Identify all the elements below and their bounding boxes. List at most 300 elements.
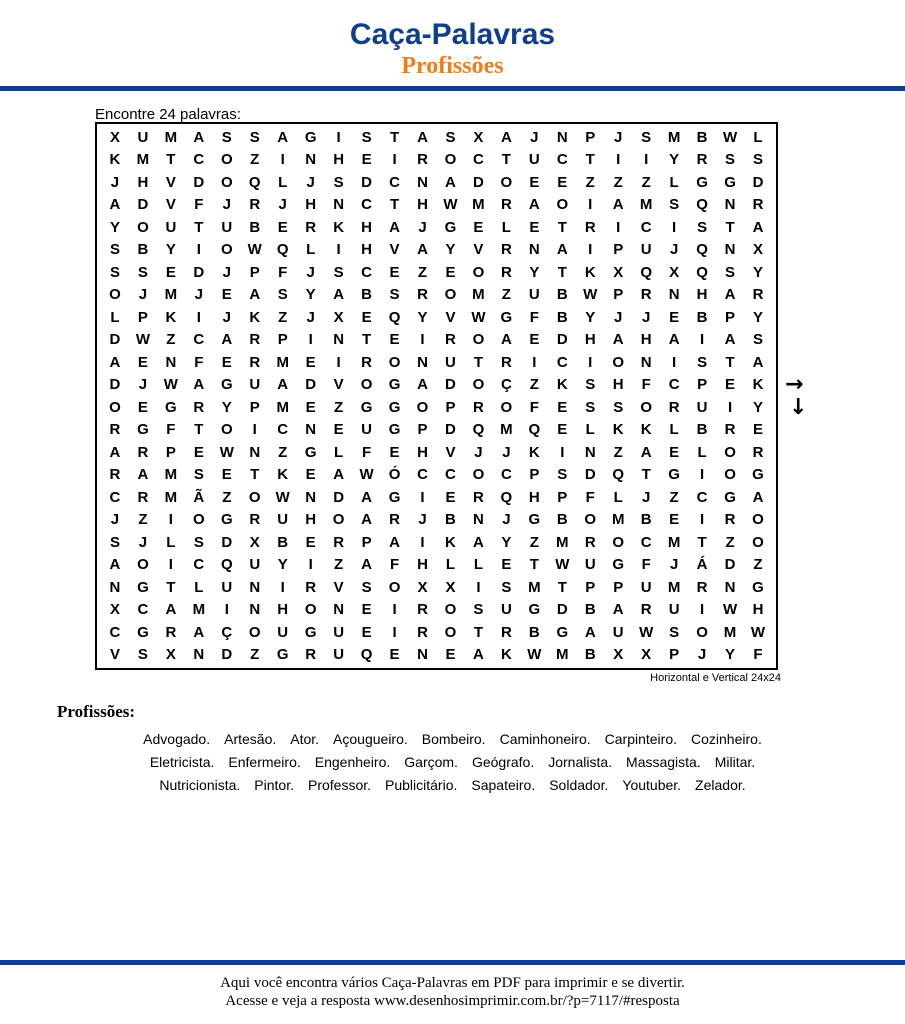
grid-letter: G	[388, 421, 401, 439]
grid-letter: T	[585, 151, 595, 169]
grid-letter: E	[501, 556, 512, 574]
grid-letter: I	[196, 308, 201, 326]
grid-letter: A	[417, 128, 428, 146]
grid-letter: N	[109, 578, 121, 596]
grid-letter: R	[584, 533, 596, 551]
grid-letter: D	[305, 376, 317, 394]
grid-letter: U	[445, 353, 456, 371]
grid-letter: C	[137, 601, 149, 619]
grid-letter: D	[137, 196, 149, 214]
grid-letter: E	[221, 466, 232, 484]
grid-letter: H	[696, 286, 708, 304]
grid-letter: O	[640, 398, 653, 416]
grid-letter: X	[613, 263, 624, 281]
grid-letter: G	[276, 646, 289, 664]
grid-letter: R	[696, 578, 708, 596]
grid-letter: I	[672, 353, 677, 371]
grid-letter: B	[361, 286, 373, 304]
grid-letter: A	[752, 488, 764, 506]
grid-letter: N	[333, 601, 345, 619]
grid-letter: O	[416, 398, 429, 416]
grid-letter: Z	[613, 443, 623, 461]
grid-letter: Y	[109, 218, 120, 236]
grid-letter: Q	[696, 196, 708, 214]
grid-letter: M	[472, 286, 485, 304]
grid-letter: B	[584, 646, 596, 664]
grid-letter: J	[138, 286, 148, 304]
grid-letter: E	[361, 151, 372, 169]
grid-letter: K	[277, 466, 289, 484]
grid-letter: F	[753, 646, 763, 664]
grid-letter: K	[528, 443, 540, 461]
grid-letter: W	[722, 128, 738, 146]
grid-letter: I	[392, 151, 397, 169]
page-title: Caça-Palavras	[349, 18, 556, 51]
grid-letter: J	[614, 308, 623, 326]
grid-letter: L	[753, 128, 763, 146]
grid-letter: W	[471, 308, 486, 326]
grid-letter: N	[640, 353, 652, 371]
grid-letter: T	[501, 151, 511, 169]
word-list-item: Caminhoneiro.	[499, 731, 591, 747]
grid-letter: N	[724, 241, 736, 259]
grid-letter: O	[388, 578, 401, 596]
word-list-item: Ator.	[290, 731, 320, 747]
grid-letter: O	[304, 601, 317, 619]
grid-letter: E	[361, 308, 372, 326]
grid-letter: R	[417, 601, 428, 619]
grid-letter: G	[444, 218, 457, 236]
grid-letter: X	[165, 646, 176, 664]
grid-letter: W	[555, 556, 570, 574]
grid-letter: A	[361, 511, 373, 529]
grid-letter: M	[164, 128, 178, 146]
grid-letter: V	[473, 241, 484, 259]
grid-letter: R	[249, 511, 261, 529]
grid-letter: G	[360, 398, 373, 416]
grid-letter: J	[642, 488, 651, 506]
grid-letter: O	[472, 331, 485, 349]
grid-letter: O	[220, 421, 233, 439]
grid-letter: S	[557, 466, 568, 484]
grid-letter: R	[500, 196, 512, 214]
grid-letter: R	[724, 511, 736, 529]
grid-letter: N	[305, 421, 317, 439]
grid-letter: W	[443, 196, 458, 214]
grid-letter: Ç	[500, 376, 512, 394]
grid-letter: I	[476, 578, 481, 596]
grid-letter: C	[473, 151, 484, 169]
grid-letter: E	[389, 263, 400, 281]
grid-letter: Z	[501, 286, 511, 304]
grid-letter: R	[305, 646, 317, 664]
grid-letter: M	[164, 286, 178, 304]
grid-letter: K	[640, 421, 652, 439]
grid-letter: S	[109, 263, 120, 281]
grid-letter: I	[700, 466, 705, 484]
grid-letter: H	[333, 151, 345, 169]
grid-letter: B	[696, 421, 708, 439]
grid-letter: B	[584, 601, 596, 619]
grid-letter: J	[138, 376, 148, 394]
grid-letter: W	[750, 623, 766, 641]
grid-letter: I	[252, 421, 257, 439]
word-list-item: Bombeiro.	[421, 731, 486, 747]
grid-letter: S	[333, 263, 344, 281]
grid-letter: N	[417, 353, 428, 371]
word-list-item: Açougueiro.	[333, 731, 408, 747]
grid-letter: J	[474, 443, 483, 461]
grid-letter: B	[528, 623, 540, 641]
grid-letter: M	[667, 578, 681, 596]
grid-letter: G	[304, 443, 317, 461]
grid-letter: A	[500, 331, 512, 349]
grid-letter: Q	[640, 263, 653, 281]
grid-letter: I	[700, 331, 705, 349]
grid-letter: D	[473, 173, 484, 191]
grid-letter: A	[612, 331, 624, 349]
grid-letter: W	[639, 623, 654, 641]
grid-letter: E	[669, 511, 680, 529]
grid-letter: J	[222, 308, 231, 326]
grid-letter: B	[556, 286, 568, 304]
grid-letter: H	[417, 556, 428, 574]
grid-letter: I	[588, 196, 593, 214]
grid-letter: R	[417, 286, 428, 304]
grid-letter: A	[752, 353, 764, 371]
grid-letter: R	[724, 421, 736, 439]
grid-letter: R	[417, 623, 428, 641]
grid-letter: G	[500, 308, 513, 326]
grid-letter: X	[249, 533, 260, 551]
grid-letter: L	[110, 308, 120, 326]
grid-letter: H	[137, 173, 149, 191]
grid-letter: U	[528, 151, 540, 169]
grid-letter: E	[389, 331, 400, 349]
grid-letter: I	[280, 578, 285, 596]
grid-letter: S	[753, 331, 764, 349]
grid-letter: E	[725, 376, 736, 394]
grid-letter: I	[420, 533, 425, 551]
grid-letter: X	[445, 578, 456, 596]
grid-letter: P	[697, 376, 708, 394]
grid-letter: O	[556, 196, 569, 214]
grid-letter: A	[221, 331, 233, 349]
grid-letter: L	[278, 173, 288, 191]
grid-letter: B	[696, 308, 708, 326]
grid-letter: N	[556, 128, 568, 146]
grid-letter: V	[333, 578, 344, 596]
grid-letter: Q	[388, 308, 401, 326]
grid-letter: I	[588, 353, 593, 371]
grid-letter: D	[221, 646, 233, 664]
grid-letter: J	[697, 646, 707, 664]
word-list-item: Militar.	[714, 754, 756, 770]
grid-letter: V	[165, 196, 176, 214]
grid-letter: G	[668, 466, 680, 484]
grid-letter: O	[137, 218, 149, 236]
grid-letter: B	[277, 533, 289, 551]
grid-letter: U	[221, 218, 233, 236]
grid-letter: X	[417, 578, 428, 596]
word-list-line-2	[0, 754, 905, 770]
grid-letter: J	[110, 511, 120, 529]
grid-letter: I	[336, 241, 341, 259]
grid-letter: H	[528, 488, 540, 506]
grid-letter: L	[501, 218, 511, 236]
grid-letter: C	[696, 488, 708, 506]
grid-letter: A	[193, 128, 205, 146]
grid-letter: K	[612, 421, 624, 439]
grid-letter: R	[640, 601, 652, 619]
grid-letter: E	[193, 443, 204, 461]
grid-letter: Q	[276, 241, 289, 259]
grid-letter: R	[445, 331, 456, 349]
grid-letter: G	[388, 398, 401, 416]
word-list-item: Artesão.	[224, 731, 277, 747]
grid-letter: G	[137, 578, 149, 596]
grid-letter: P	[361, 533, 372, 551]
grid-letter: B	[556, 308, 568, 326]
grid-letter: Z	[725, 533, 735, 551]
word-list-item: Carpinteiro.	[604, 731, 678, 747]
grid-letter: D	[109, 331, 121, 349]
grid-letter: R	[752, 443, 764, 461]
grid-letter: R	[473, 398, 484, 416]
grid-letter: W	[275, 488, 290, 506]
grid-letter: P	[249, 263, 260, 281]
grid-letter: O	[137, 556, 149, 574]
grid-letter: E	[445, 263, 456, 281]
grid-letter: J	[222, 196, 231, 214]
grid-letter: S	[109, 533, 120, 551]
grid-letter: Y	[165, 241, 176, 259]
grid-letter: X	[641, 646, 652, 664]
grid-letter: Y	[585, 308, 596, 326]
grid-letter: A	[473, 646, 484, 664]
grid-letter: S	[641, 128, 652, 146]
grid-letter: N	[584, 443, 596, 461]
grid-letter: V	[445, 443, 456, 461]
grid-letter: I	[420, 331, 425, 349]
grid-letter: Q	[612, 466, 625, 484]
grid-letter: T	[557, 263, 567, 281]
grid-letter: O	[612, 353, 625, 371]
grid-letter: I	[392, 601, 397, 619]
grid-letter: C	[445, 466, 456, 484]
grid-letter: Z	[669, 488, 679, 506]
grid-letter: Z	[613, 173, 623, 191]
grid-letter: K	[500, 646, 512, 664]
grid-letter: E	[277, 218, 288, 236]
grid-letter: H	[612, 376, 624, 394]
grid-letter: K	[333, 218, 345, 236]
grid-letter: I	[644, 151, 649, 169]
grid-letter: A	[528, 196, 540, 214]
grid-letter: E	[305, 398, 316, 416]
grid-letter: S	[333, 173, 344, 191]
grid-letter: O	[472, 376, 485, 394]
grid-letter: Z	[250, 151, 260, 169]
grid-letter: G	[752, 466, 764, 484]
footer-text: Aqui você encontra vários Caça-Palavras em PDF para imprimir e se divertir.	[220, 975, 685, 991]
grid-letter: A	[612, 196, 624, 214]
word-list-item: Pintor.	[254, 777, 294, 793]
grid-letter: R	[500, 263, 512, 281]
grid-letter: R	[193, 398, 205, 416]
grid-letter: O	[109, 286, 121, 304]
grid-letter: B	[640, 511, 652, 529]
grid-letter: P	[613, 241, 624, 259]
grid-letter: G	[220, 511, 233, 529]
grid-letter: O	[444, 601, 457, 619]
grid-letter: G	[528, 511, 541, 529]
grid-letter: E	[389, 443, 400, 461]
grid-letter: U	[221, 578, 233, 596]
grid-letter: T	[725, 353, 735, 371]
grid-letter: W	[219, 443, 234, 461]
grid-letter: A	[109, 196, 121, 214]
grid-letter: E	[361, 601, 372, 619]
grid-letter: S	[445, 128, 456, 146]
grid-letter: A	[165, 601, 177, 619]
grid-letter: F	[166, 421, 176, 439]
grid-letter: H	[417, 443, 428, 461]
grid-letter: Z	[278, 443, 288, 461]
grid-letter: K	[165, 308, 177, 326]
grid-letter: O	[444, 151, 457, 169]
grid-letter: G	[556, 623, 569, 641]
grid-letter: X	[333, 308, 344, 326]
grid-letter: J	[194, 286, 204, 304]
grid-letter: J	[306, 308, 315, 326]
arrow-down-icon: ↓	[789, 395, 808, 420]
word-list-item: Engenheiro.	[314, 754, 391, 770]
grid-letter: S	[613, 398, 624, 416]
word-search-grid	[95, 122, 778, 670]
grid-letter: N	[165, 353, 177, 371]
grid-letter: A	[389, 533, 400, 551]
grid-letter: U	[361, 421, 373, 439]
grid-letter: L	[166, 533, 176, 551]
grid-letter: I	[420, 488, 425, 506]
grid-letter: M	[723, 623, 737, 641]
grid-letter: U	[500, 601, 512, 619]
grid-letter: L	[613, 488, 623, 506]
grid-letter: E	[361, 623, 372, 641]
grid-letter: D	[333, 488, 345, 506]
grid-letter: Z	[753, 556, 763, 574]
grid-letter: C	[109, 623, 121, 641]
grid-letter: I	[616, 218, 621, 236]
grid-letter: S	[473, 601, 484, 619]
grid-letter: D	[556, 331, 568, 349]
word-list-item: Massagista.	[626, 754, 701, 770]
word-list-item: Jornalista.	[548, 754, 613, 770]
word-list-item: Professor.	[307, 777, 372, 793]
grid-letter: B	[137, 241, 149, 259]
grid-letter: N	[724, 578, 736, 596]
grid-letter: S	[697, 218, 708, 236]
grid-letter: X	[753, 241, 764, 259]
grid-letter: Q	[696, 241, 708, 259]
grid-letter: R	[584, 218, 596, 236]
grid-letter: P	[445, 398, 456, 416]
grid-letter: K	[109, 151, 121, 169]
grid-letter: Y	[277, 556, 288, 574]
grid-letter: E	[753, 421, 764, 439]
grid-letter: U	[528, 286, 540, 304]
grid-letter: C	[389, 173, 400, 191]
word-list-line-3	[0, 777, 905, 793]
grid-letter: M	[276, 398, 289, 416]
grid-letter: Q	[696, 263, 708, 281]
grid-letter: C	[277, 421, 289, 439]
grid-letter: M	[667, 533, 681, 551]
grid-letter: O	[220, 151, 233, 169]
grid-letter: R	[249, 353, 261, 371]
grid-letter: G	[388, 488, 401, 506]
grid-letter: S	[725, 263, 736, 281]
grid-letter: F	[641, 556, 651, 574]
grid-letter: T	[557, 218, 567, 236]
grid-letter: O	[109, 398, 121, 416]
grid-letter: Á	[696, 556, 708, 574]
grid-letter: U	[668, 601, 680, 619]
grid-letter: E	[529, 218, 540, 236]
grid-letter: V	[445, 308, 456, 326]
grid-letter: T	[697, 533, 707, 551]
grid-letter: H	[305, 511, 317, 529]
grid-letter: T	[389, 196, 400, 214]
grid-letter: X	[613, 646, 624, 664]
grid-letter: R	[249, 196, 261, 214]
grid-letter: O	[584, 511, 597, 529]
grid-letter: I	[280, 151, 285, 169]
grid-letter: S	[725, 151, 736, 169]
grid-letter: E	[557, 398, 568, 416]
grid-letter: R	[333, 533, 345, 551]
grid-letter: I	[308, 556, 313, 574]
grid-letter: R	[137, 443, 149, 461]
grid-letter: M	[611, 511, 625, 529]
grid-letter: O	[444, 623, 457, 641]
grid-letter: E	[333, 421, 344, 439]
grid-letter: J	[669, 556, 679, 574]
grid-letter: A	[556, 241, 568, 259]
grid-letter: T	[529, 556, 539, 574]
grid-letter: U	[249, 376, 261, 394]
grid-letter: Q	[472, 421, 485, 439]
grid-letter: A	[193, 623, 205, 641]
grid-letter: H	[361, 218, 373, 236]
grid-letter: A	[612, 601, 624, 619]
grid-letter: H	[277, 601, 289, 619]
grid-letter: A	[668, 331, 680, 349]
grid-letter: R	[305, 218, 317, 236]
grid-letter: O	[724, 466, 736, 484]
grid-letter: E	[473, 218, 484, 236]
grid-letter: I	[616, 151, 621, 169]
word-list-item: Advogado.	[143, 731, 211, 747]
grid-letter: H	[417, 196, 428, 214]
grid-letter: S	[753, 151, 764, 169]
grid-letter: I	[168, 556, 173, 574]
grid-letter: O	[500, 398, 513, 416]
grid-letter: H	[361, 241, 373, 259]
grid-letter: J	[306, 173, 315, 191]
grid-letter: G	[752, 578, 764, 596]
